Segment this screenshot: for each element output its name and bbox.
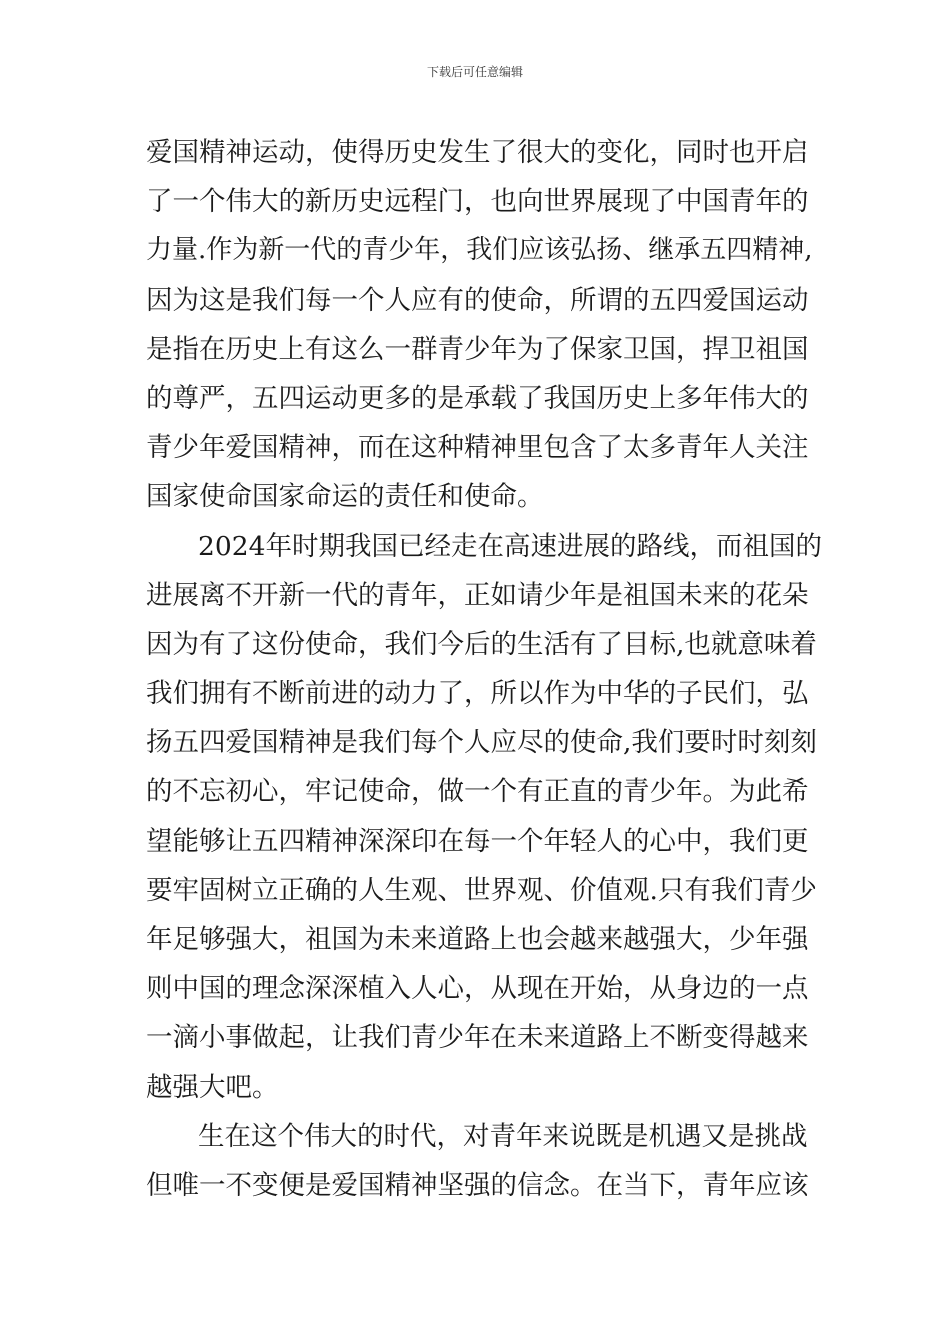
text-line: 年足够强大，祖国为未来道路上也会越来越强大，少年强	[146, 924, 809, 955]
text-line: 要牢固树立正确的人生观、世界观、价值观.只有我们青少	[146, 874, 817, 906]
text-line: 青少年爱国精神，而在这种精神里包含了太多青年人关注	[146, 432, 809, 464]
paragraph-first-line: 2024年时期我国已经走在高速进展的路线，而祖国的	[198, 530, 822, 562]
text-line: 但唯一不变便是爱国精神坚强的信念。在当下，青年应该	[146, 1169, 809, 1201]
text-line: 进展离不开新一代的青年，正如请少年是祖国未来的花朵	[146, 579, 809, 611]
text-line: 越强大吧。	[146, 1071, 279, 1103]
text-line: 扬五四爱国精神是我们每个人应尽的使命,我们要时时刻刻	[146, 727, 817, 759]
text-line: 力量.作为新一代的青少年，我们应该弘扬、继承五四精神,	[146, 235, 813, 266]
paragraph-first-line: 生在这个伟大的时代，对青年来说既是机遇又是挑战	[198, 1120, 808, 1152]
text-line: 了一个伟大的新历史远程门，也向世界展现了中国青年的	[146, 186, 809, 218]
text-line: 则中国的理念深深植入人心，从现在开始，从身边的一点	[146, 973, 809, 1005]
text-line: 的不忘初心，牢记使命，做一个有正直的青少年。为此希	[146, 776, 809, 808]
page-header: 下载后可任意编辑	[426, 65, 523, 79]
text-line: 因为这是我们每一个人应有的使命，所谓的五四爱国运动	[146, 284, 809, 316]
text-line: 望能够让五四精神深深印在每一个年轻人的心中，我们更	[146, 825, 809, 857]
text-line: 的尊严，五四运动更多的是承载了我国历史上多年伟大的	[146, 382, 809, 414]
text-line: 一滴小事做起，让我们青少年在未来道路上不断变得越来	[146, 1022, 809, 1054]
text-line: 是指在历史上有这么一群青少年为了保家卫国，捍卫祖国	[146, 333, 809, 365]
text-line: 爱国精神运动，使得历史发生了很大的变化，同时也开启	[146, 137, 809, 168]
text-line: 我们拥有不断前进的动力了，所以作为中华的子民们，弘	[146, 678, 809, 710]
text-line: 国家使命国家命运的责任和使命。	[146, 481, 544, 513]
text-line: 因为有了这份使命，我们今后的生活有了目标,也就意味着	[146, 628, 817, 660]
document-body	[146, 128, 822, 1210]
